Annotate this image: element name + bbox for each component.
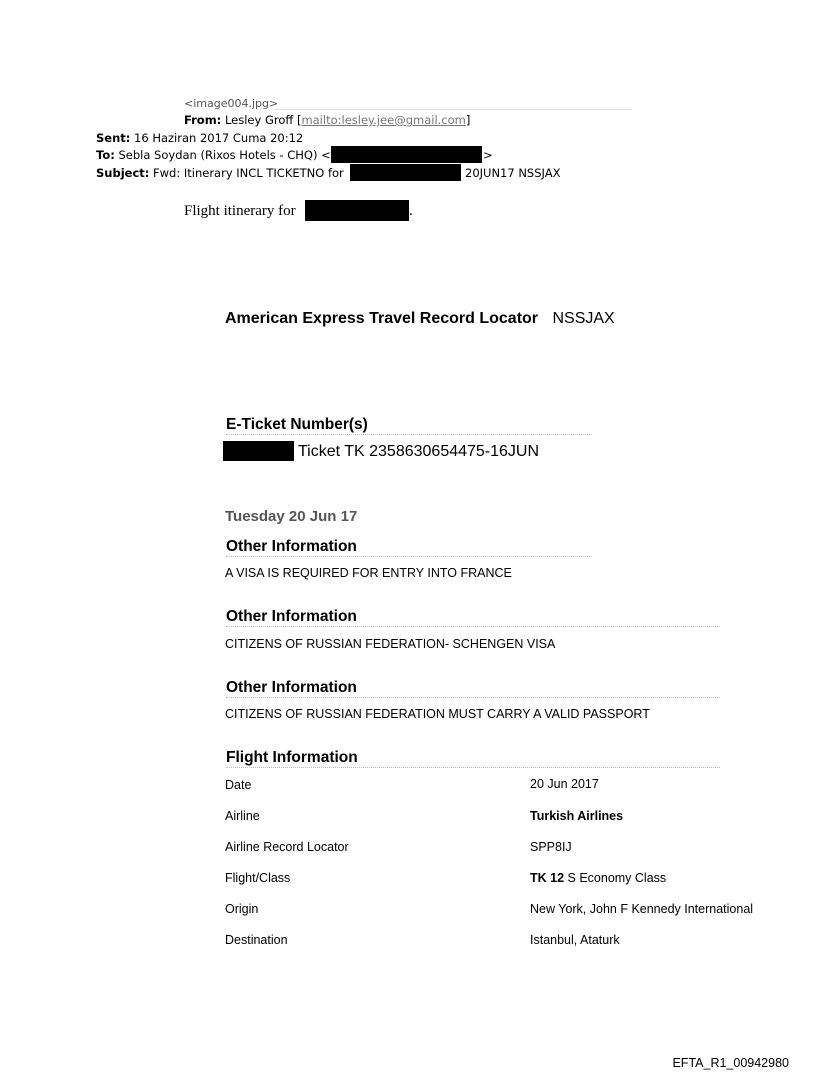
intro-text: Flight itinerary for: [184, 203, 296, 219]
sent-line: [96, 130, 303, 146]
ticket-number: Ticket TK 2358630654475-16JUN: [298, 443, 540, 460]
to-close: >: [483, 148, 493, 162]
sent-value: 16 Haziran 2017 Cuma 20:12: [134, 131, 304, 145]
subject-tail: 20JUN17 NSSJAX: [465, 166, 561, 180]
other-info-text: CITIZENS OF RUSSIAN FEDERATION MUST CARRY A VALID PASSPORT: [225, 707, 650, 721]
eticket-heading: E-Ticket Number(s): [226, 416, 368, 433]
record-locator: [225, 310, 615, 328]
other-info-heading: Other Information: [226, 679, 357, 696]
from-name: Lesley Groff [: [224, 113, 302, 127]
redaction-subject-name: [350, 164, 461, 181]
to-value: Sebla Soydan (Rixos Hotels - CHQ) <: [118, 148, 331, 162]
subject-line: [96, 165, 344, 181]
to-label: To:: [96, 148, 115, 162]
flight-row-label: Date: [225, 778, 252, 792]
record-locator-label: American Express Travel Record Locator: [225, 310, 539, 327]
flight-row-value: 20 Jun 2017: [530, 777, 599, 791]
flight-row-value: New York, John F Kennedy International: [530, 902, 754, 916]
flight-row-label: Destination: [225, 933, 288, 947]
header-divider: [275, 109, 632, 110]
flight-info-heading: Flight Information: [226, 749, 358, 766]
other-info-heading: Other Information: [226, 538, 357, 555]
flight-row-label: Airline Record Locator: [225, 840, 349, 854]
other-info-heading: Other Information: [226, 608, 357, 625]
other-info-divider: [226, 626, 720, 627]
subject-label: Subject:: [96, 166, 150, 180]
other-info-text: A VISA IS REQUIRED FOR ENTRY INTO FRANCE: [225, 566, 512, 580]
from-line: [184, 112, 470, 128]
from-close: ]: [465, 113, 471, 127]
other-info-text: CITIZENS OF RUSSIAN FEDERATION- SCHENGEN VISA: [225, 637, 556, 651]
flight-info-divider: [226, 767, 720, 768]
redaction-to-email: [331, 146, 482, 163]
flight-row-label: Airline: [225, 809, 260, 823]
flight-row-value: Istanbul, Ataturk: [530, 933, 620, 947]
document-id: EFTA_R1_00942980: [672, 1056, 789, 1070]
subject-value: Fwd: Itinerary INCL TICKETNO for: [153, 166, 344, 180]
image-reference: <image004.jpg>: [184, 97, 279, 110]
from-label: From:: [184, 113, 222, 127]
flight-row-value: SPP8IJ: [530, 840, 572, 854]
flight-number: TK 12: [530, 871, 565, 885]
eticket-divider: [226, 434, 592, 435]
to-line: [96, 147, 331, 163]
flight-row-label: Origin: [225, 902, 259, 916]
sent-label: Sent:: [96, 131, 131, 145]
flight-row-label: Flight/Class: [225, 871, 291, 885]
flight-row-value: Turkish Airlines: [530, 809, 624, 823]
other-info-divider: [226, 556, 592, 557]
intro-period: .: [409, 203, 413, 219]
flight-row-value: [530, 871, 666, 885]
redaction-passenger-name: [223, 441, 294, 461]
day-heading: Tuesday 20 Jun 17: [225, 508, 358, 525]
from-mailto-link[interactable]: mailto:lesley.jee@gmail.com: [301, 113, 466, 127]
other-info-divider: [226, 697, 720, 698]
redaction-traveler-name: [305, 200, 409, 221]
flight-class: S Economy Class: [564, 871, 667, 885]
record-locator-value: NSSJAX: [552, 310, 615, 327]
